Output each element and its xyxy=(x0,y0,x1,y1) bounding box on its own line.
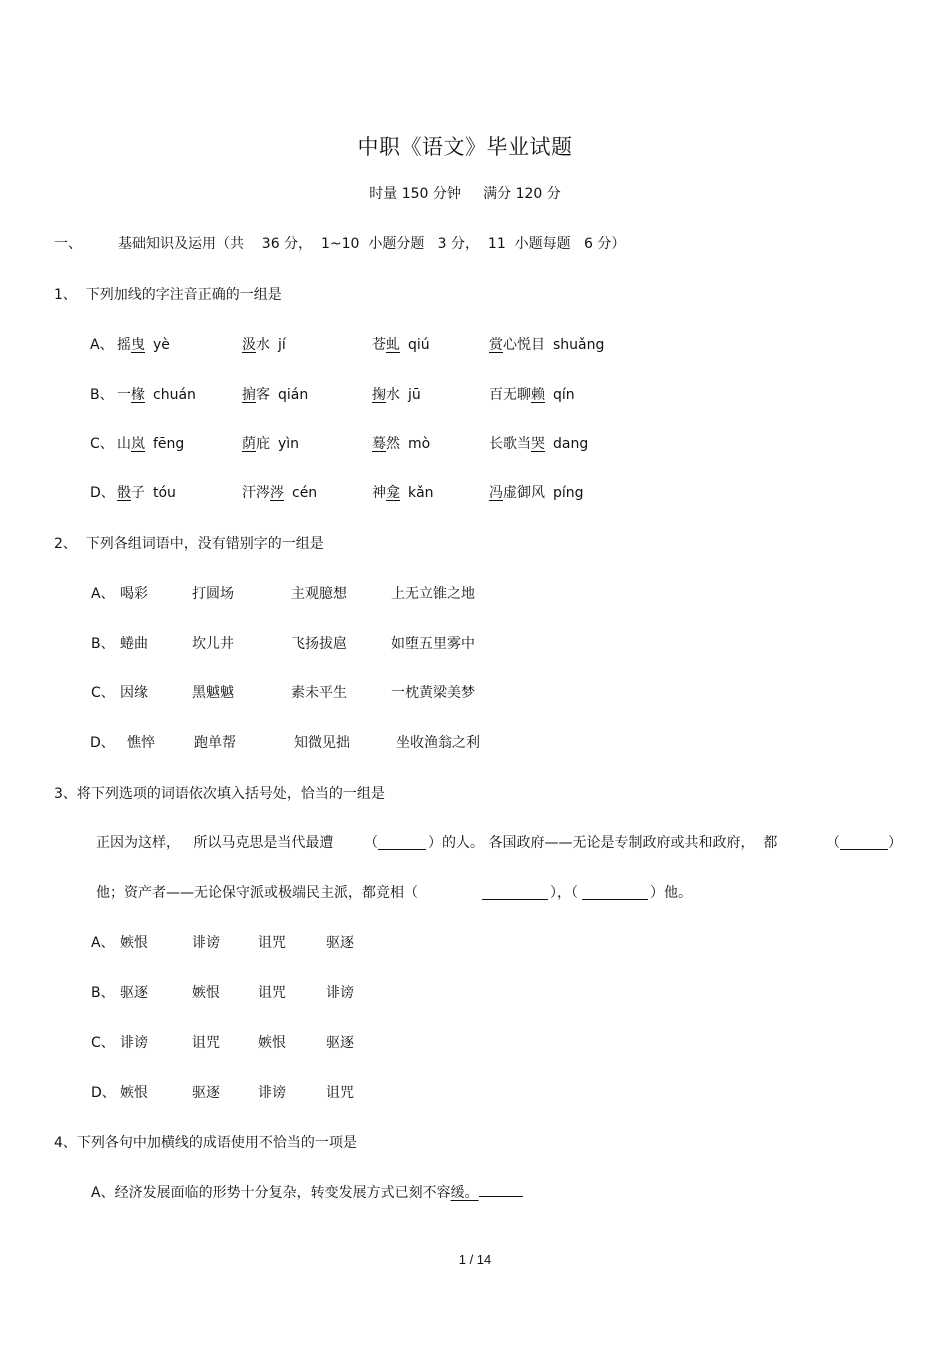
option-word: 嫉恨 xyxy=(258,1035,286,1051)
word-text: 山 xyxy=(117,436,131,452)
page-number: 1 / 14 xyxy=(458,1252,492,1267)
pinyin: qiú xyxy=(408,337,430,353)
passage-text: ），（ xyxy=(550,885,578,901)
pinyin: qín xyxy=(553,387,575,403)
underlined-char: 冯 xyxy=(489,485,503,501)
pinyin: píng xyxy=(553,485,584,501)
underlined-char: 掬 xyxy=(372,387,386,403)
paren-close: ） xyxy=(888,835,902,851)
option-word: 跑单帮 xyxy=(194,735,236,751)
option-label: A、 xyxy=(90,337,114,353)
word-text: 摇 xyxy=(117,337,131,353)
option-label: A、 xyxy=(91,935,115,951)
option-label: C、 xyxy=(90,436,114,452)
passage-text: ）他。 xyxy=(650,885,692,901)
question-2-stem: 2、 下列各组词语中，没有错别字的一组是 xyxy=(54,536,324,552)
option-label: B、 xyxy=(91,636,115,652)
pinyin: qián xyxy=(278,387,309,403)
option-label: D、 xyxy=(90,735,115,751)
document-title: 中职《语文》毕业试题 xyxy=(357,135,573,159)
option-word: 坐收渔翁之利 xyxy=(396,735,480,751)
underlined-char: 掮 xyxy=(242,387,256,403)
option-word xyxy=(242,384,308,404)
option-word xyxy=(372,334,430,354)
paren-open: （ xyxy=(826,835,840,851)
option-word: 素未平生 xyxy=(291,685,347,701)
word-text: 心悦目 xyxy=(503,337,545,353)
underlined-char: 岚 xyxy=(131,436,145,452)
underlined-char: 椽 xyxy=(131,387,145,403)
passage-text: ）的人。 各国政府——无论是专制政府或共和政府， 都 xyxy=(428,835,778,851)
fill-blank[interactable] xyxy=(378,835,426,850)
underlined-phrase: 缓。 xyxy=(450,1185,479,1201)
option-word: 诅咒 xyxy=(258,985,286,1001)
option-word xyxy=(242,482,317,502)
option-word xyxy=(117,334,170,354)
option-word: 打圆场 xyxy=(192,586,234,602)
question-1-stem: 1、 下列加线的字注音正确的一组是 xyxy=(54,287,282,303)
word-text: 百无聊 xyxy=(489,387,531,403)
passage-text: 正因为这样， 所以马克思是当代最遭 xyxy=(96,835,334,851)
underlined-char: 涔 xyxy=(270,485,284,501)
option-word: 知微见拙 xyxy=(294,735,350,751)
passage-text: 他；资产者——无论保守派或极端民主派，都竞相（ xyxy=(96,885,418,901)
fill-blank[interactable] xyxy=(840,835,888,850)
pinyin: chuán xyxy=(153,387,196,403)
option-word: 上无立锥之地 xyxy=(391,586,475,602)
exam-meta: 时量 150 分钟 满分 120 分 xyxy=(369,186,561,202)
word-text: 子 xyxy=(131,485,145,501)
option-word: 因缘 xyxy=(120,685,148,701)
option-word xyxy=(242,334,286,354)
option-word: 嫉恨 xyxy=(120,1085,148,1101)
underlined-char: 赖 xyxy=(531,387,545,403)
underlined-char: 曳 xyxy=(131,337,145,353)
option-label: B、 xyxy=(90,387,114,403)
underlined-char: 哭 xyxy=(531,436,545,452)
word-text: 水 xyxy=(386,387,400,403)
option-word: 诅咒 xyxy=(326,1085,354,1101)
question-4-option-a xyxy=(91,1182,523,1202)
word-text: 神 xyxy=(372,485,386,501)
option-label: C、 xyxy=(91,685,115,701)
pinyin: mò xyxy=(408,436,431,452)
underlined-char: 龛 xyxy=(386,485,400,501)
question-4-stem: 4、下列各句中加横线的成语使用不恰当的一项是 xyxy=(54,1135,357,1151)
underlined-char: 汲 xyxy=(242,337,256,353)
underlined-char: 骰 xyxy=(117,485,131,501)
option-word xyxy=(372,433,430,453)
word-text: 客 xyxy=(256,387,270,403)
question-3-passage-line-1 xyxy=(96,832,333,852)
option-word xyxy=(117,482,176,502)
option-word: 诽谤 xyxy=(258,1085,286,1101)
word-text: 然 xyxy=(386,436,400,452)
option-word xyxy=(489,482,584,502)
option-word: 诽谤 xyxy=(120,1035,148,1051)
option-word: 憔悴 xyxy=(127,735,155,751)
option-label: D、 xyxy=(91,1085,116,1101)
option-word xyxy=(489,384,575,404)
pinyin: kǎn xyxy=(408,485,434,501)
paren-open: （ xyxy=(364,835,378,851)
underlined-char: 荫 xyxy=(242,436,256,452)
option-word: 如堕五里雾中 xyxy=(391,636,475,652)
option-word: 驱逐 xyxy=(326,935,354,951)
underlined-char: 蓦 xyxy=(372,436,386,452)
option-word: 蜷曲 xyxy=(120,636,148,652)
underline-tail xyxy=(479,1182,523,1197)
option-label: C、 xyxy=(91,1035,115,1051)
pinyin: jū xyxy=(408,387,421,403)
option-word xyxy=(117,433,184,453)
fill-blank[interactable] xyxy=(482,885,548,900)
option-word: 驱逐 xyxy=(326,1035,354,1051)
pinyin: jí xyxy=(278,337,286,353)
option-word: 诽谤 xyxy=(326,985,354,1001)
pinyin: yè xyxy=(153,337,170,353)
section-number: 一、 xyxy=(54,236,82,252)
word-text: 庇 xyxy=(256,436,270,452)
option-text: A、经济发展面临的形势十分复杂，转变发展方式已刻不容 xyxy=(91,1185,451,1201)
pinyin: yìn xyxy=(278,436,300,452)
option-word: 嫉恨 xyxy=(192,985,220,1001)
fill-blank[interactable] xyxy=(582,885,648,900)
option-word: 一枕黄梁美梦 xyxy=(391,685,475,701)
option-word xyxy=(372,384,421,404)
option-word xyxy=(489,334,604,354)
option-label: D、 xyxy=(90,485,115,501)
option-word xyxy=(372,482,434,502)
pinyin: tóu xyxy=(153,485,176,501)
pinyin: cén xyxy=(292,485,318,501)
pinyin: shuǎng xyxy=(553,337,605,353)
option-word: 坎儿井 xyxy=(192,636,234,652)
word-text: 长歌当 xyxy=(489,436,531,452)
word-text: 水 xyxy=(256,337,270,353)
option-word: 诅咒 xyxy=(258,935,286,951)
option-word: 主观臆想 xyxy=(291,586,347,602)
option-label: A、 xyxy=(91,586,115,602)
option-word: 喝彩 xyxy=(120,586,148,602)
question-3-stem: 3、将下列选项的词语依次填入括号处，恰当的一组是 xyxy=(54,786,385,802)
option-label: B、 xyxy=(91,985,115,1001)
pinyin: fēng xyxy=(153,436,185,452)
underlined-char: 赏 xyxy=(489,337,503,353)
section-heading: 基础知识及运用（共 36 分， 1~10 小题分题 3 分， 11 小题每题 6 分） xyxy=(118,236,626,252)
option-word: 嫉恨 xyxy=(120,935,148,951)
option-word xyxy=(117,384,196,404)
option-word: 诅咒 xyxy=(192,1035,220,1051)
word-text: 虚御风 xyxy=(503,485,545,501)
option-word: 驱逐 xyxy=(120,985,148,1001)
word-text: 一 xyxy=(117,387,131,403)
option-word: 诽谤 xyxy=(192,935,220,951)
word-text: 汗涔 xyxy=(242,485,270,501)
option-word xyxy=(242,433,299,453)
underlined-char: 虬 xyxy=(386,337,400,353)
option-word: 驱逐 xyxy=(192,1085,220,1101)
word-text: 苍 xyxy=(372,337,386,353)
option-word: 黑魆魆 xyxy=(192,685,234,701)
option-word xyxy=(489,433,588,453)
option-word: 飞扬拔扈 xyxy=(291,636,347,652)
pinyin: dang xyxy=(553,436,589,452)
